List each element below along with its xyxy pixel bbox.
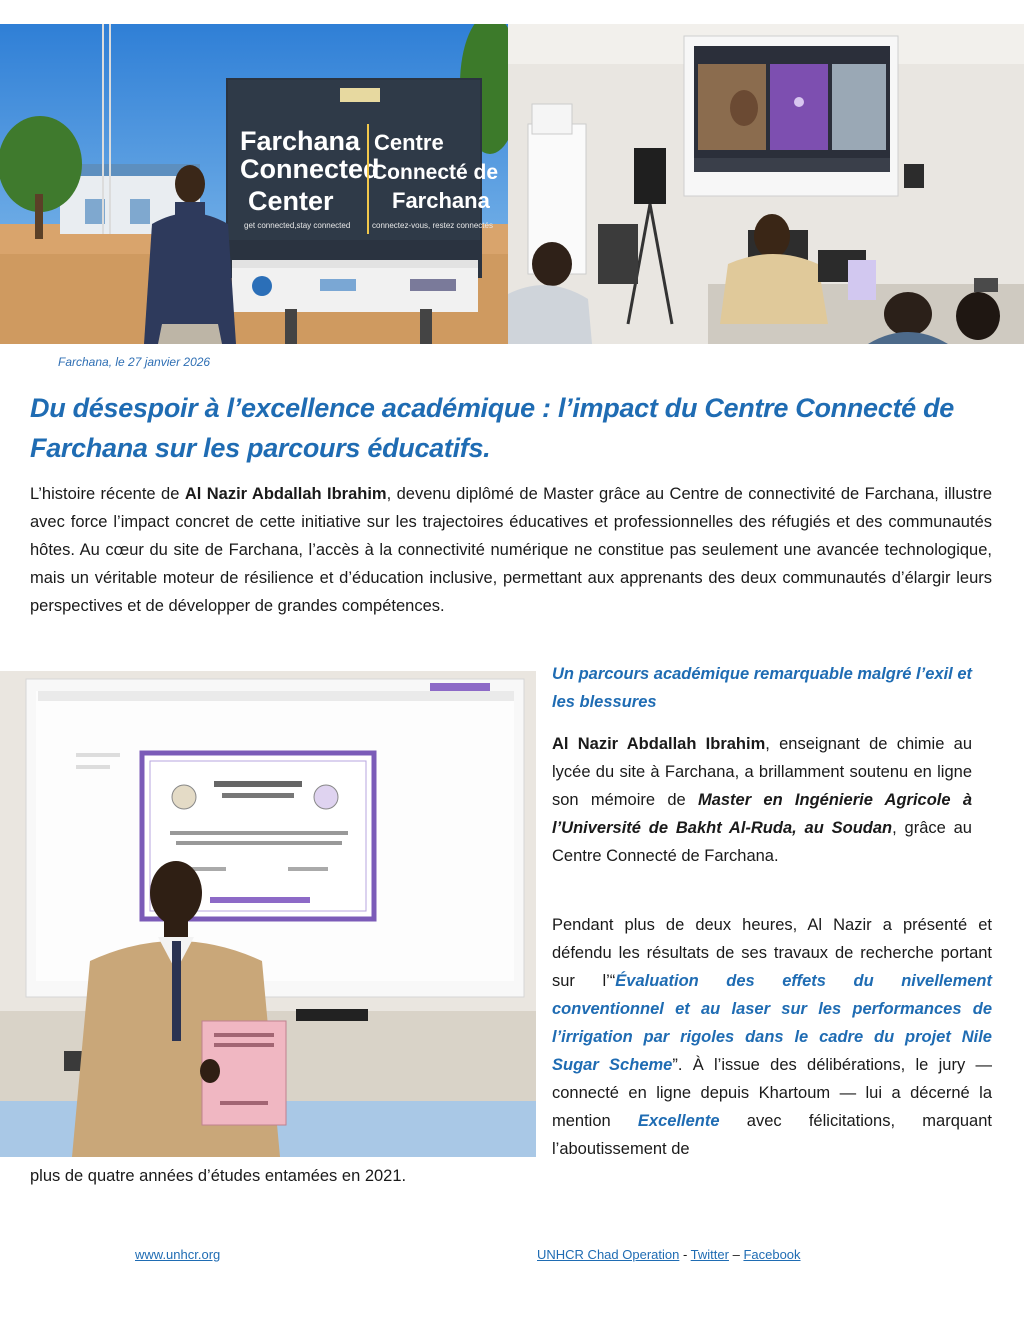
photo-graduate-with-certificate xyxy=(0,671,536,1157)
sign-fr-line-2: Connecté de xyxy=(372,161,499,184)
para2-text-mid: , enseignant de chimie au lycée du site à Farchana, a brillamment soutenu en ligne son mémoire de xyxy=(552,735,973,809)
sign-en-line-3: Center xyxy=(248,186,334,216)
photo-connected-center-sign xyxy=(0,24,508,344)
twitter-link[interactable]: Twitter xyxy=(690,1247,729,1262)
para2-text-end: , grâce au Centre Connecté de Farchana. xyxy=(552,819,972,865)
para2-degree: Master en Ingénierie Agricole à l’Université de Bakht Al-Ruda, au Soudan xyxy=(552,791,972,837)
footer-social-links xyxy=(537,1247,801,1262)
unhcr-chad-link[interactable]: UNHCR Chad Operation xyxy=(537,1247,680,1262)
photo-video-conference-room xyxy=(508,24,1024,344)
footer-website xyxy=(135,1247,220,1262)
intro-text-end: , devenu diplômé de Master grâce au Centre de connectivité de Farchana, illustre avec force l’impact concret de cette initiative sur les trajectoires éducatives et professionnelles des réfugiés et des communautés hôtes. Au cœur du site de Farchana, l’accès à la connectivité numérique ne constitue pas seulement une avancée technologique, mais un véritable moteur de résilience et d’éducation inclusive, permettant aux apprenants des deux communautés d’élargir leurs perspectives et de développer de grandes compétences. xyxy=(30,485,993,615)
paragraph-thesis-defense xyxy=(552,730,972,870)
intro-text-start: L’histoire récente de xyxy=(30,485,185,503)
para3-mention: Excellente xyxy=(637,1112,720,1130)
footer-separator-1: - xyxy=(679,1247,691,1262)
sign-en-line-1: Farchana xyxy=(240,126,361,156)
sign-fr-line-3: Farchana xyxy=(392,188,490,213)
section-subheading: Un parcours académique remarquable malgré l’exil et les blessures xyxy=(552,665,972,711)
sign-en-line-2: Connected xyxy=(240,154,380,184)
sign-tagline-en: get connected,stay connected xyxy=(244,221,351,230)
facebook-link[interactable]: Facebook xyxy=(743,1247,801,1262)
para2-person-name: Al Nazir Abdallah Ibrahim xyxy=(552,735,766,753)
paragraph-research-continuation: plus de quatre années d’études entamées en 2021. xyxy=(30,1167,407,1185)
para3-text-end: avec félicitations, marquant l’aboutissement de xyxy=(552,1112,992,1158)
sign-tagline-fr: connectez-vous, restez connectés xyxy=(372,221,493,230)
footer-separator-2: – xyxy=(728,1247,744,1262)
intro-person-name: Al Nazir Abdallah Ibrahim xyxy=(184,485,387,503)
para3-text-mid: ”. À l’issue des délibérations, le jury — connecté en ligne depuis Khartoum — lui a décerné la mention xyxy=(552,1056,992,1130)
sign-fr-line-1: Centre xyxy=(374,130,444,155)
paragraph-research xyxy=(552,911,992,1163)
dateline: Farchana, le 27 janvier 2026 xyxy=(58,355,211,369)
website-link[interactable]: www.unhcr.org xyxy=(135,1247,221,1262)
article-title: Du désespoir à l’excellence académique : l’impact du Centre Connecté de Farchana sur les parcours éducatifs. xyxy=(30,393,955,463)
intro-paragraph xyxy=(30,480,992,620)
para3-thesis-title: Évaluation des effets du nivellement conventionnel et au laser sur les performances de l’irrigation par rigoles dans le cadre du projet Nile Sugar Scheme xyxy=(552,972,992,1074)
para3-text-start: Pendant plus de deux heures, Al Nazir a présenté et défendu les résultats de ses travaux de recherche portant sur l’“ xyxy=(552,916,992,990)
